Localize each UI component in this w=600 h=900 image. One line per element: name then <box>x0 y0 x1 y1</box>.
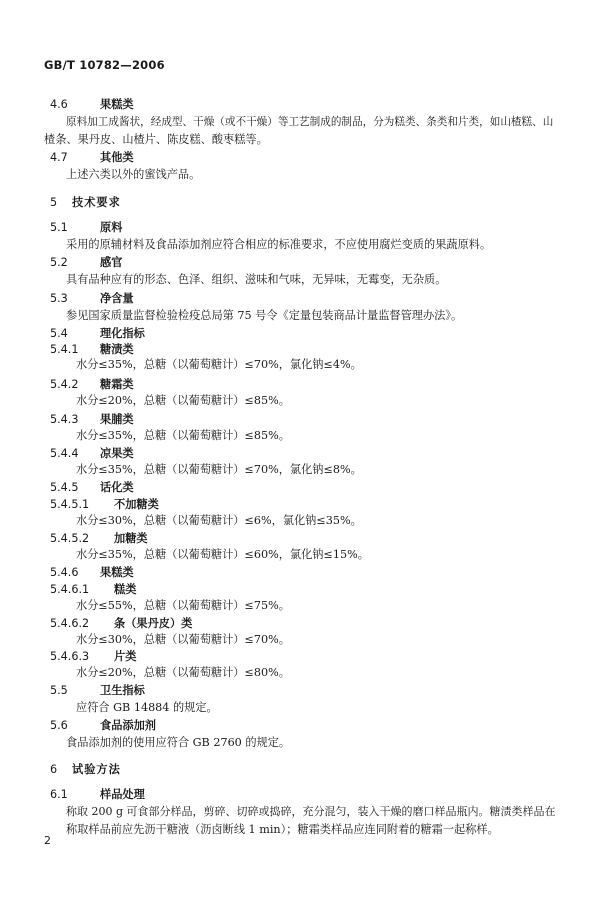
section-number: 5.4.6.1 <box>50 583 90 596</box>
paragraph-line: 楂条、果丹皮、山楂片、陈皮糕、酸枣糕等。 <box>44 133 268 146</box>
section-heading-6-1 <box>50 788 145 802</box>
subsection-heading-5-4-6 <box>50 566 134 580</box>
paragraph-line: 水分≤20%，总糖（以葡萄糖计）≤80%。 <box>76 666 290 679</box>
section-number: 5.6 <box>50 719 68 732</box>
paragraph-line: 应符合 GB 14884 的规定。 <box>76 701 218 714</box>
section-title: 话化类 <box>100 481 134 494</box>
section-title: 糕类 <box>114 583 137 596</box>
subsection-heading-5-4-6-3 <box>50 650 136 664</box>
section-title: 糖渍类 <box>100 343 134 356</box>
paragraph-line: 具有品种应有的形态、色泽、组织、滋味和气味，无异味，无霉变，无杂质。 <box>66 273 447 286</box>
section-title: 果糕类 <box>100 566 134 579</box>
chapter-title: 技术要求 <box>72 196 121 209</box>
section-number: 5.4.6.3 <box>50 650 90 663</box>
section-heading-5-4 <box>50 327 145 341</box>
section-number: 5.4.1 <box>50 343 79 356</box>
section-title: 凉果类 <box>100 447 134 460</box>
section-number: 6.1 <box>50 788 68 801</box>
section-title: 片类 <box>114 650 137 663</box>
section-title: 果糕类 <box>100 98 134 111</box>
page-number: 2 <box>44 834 51 847</box>
section-number: 5.4.6.2 <box>50 617 90 630</box>
section-title: 原料 <box>100 221 123 234</box>
paragraph-line: 原料加工成酱状，经成型、干燥（或不干燥）等工艺制成的制品，分为糕类、条类和片类，如山楂糕、山 <box>66 116 554 128</box>
section-title: 理化指标 <box>100 327 145 340</box>
section-title: 果脯类 <box>100 413 134 426</box>
paragraph-line: 上述六类以外的蜜饯产品。 <box>66 168 201 181</box>
subsection-heading-5-4-6-1 <box>50 583 136 597</box>
paragraph-line: 采用的原辅材料及食品添加剂应符合相应的标准要求，不应使用腐烂变质的果蔬原料。 <box>66 238 492 251</box>
paragraph-line: 称取样品前应先沥干糖液（沥卤断线 1 min）；糖霜类样品应连同附着的糖霜一起称样。 <box>66 823 499 836</box>
section-heading-5-6 <box>50 719 156 733</box>
section-title: 其他类 <box>100 151 134 164</box>
section-heading-5-1 <box>50 221 122 235</box>
chapter-heading-6 <box>50 763 121 777</box>
paragraph-line: 水分≤20%，总糖（以葡萄糖计）≤85%。 <box>76 394 290 407</box>
section-title: 卫生指标 <box>100 684 145 697</box>
section-number: 5.2 <box>50 256 68 269</box>
paragraph-line: 水分≤30%，总糖（以葡萄糖计）≤70%。 <box>76 633 290 646</box>
section-title: 食品添加剂 <box>100 719 156 732</box>
subsection-heading-5-4-5 <box>50 481 134 495</box>
section-title: 净含量 <box>100 292 134 305</box>
chapter-title: 试验方法 <box>72 763 121 776</box>
chapter-number: 6 <box>50 763 58 776</box>
chapter-number: 5 <box>50 196 58 209</box>
subsection-heading-5-4-5-1 <box>50 498 159 512</box>
paragraph-line: 水分≤55%，总糖（以葡萄糖计）≤75%。 <box>76 599 290 612</box>
section-heading-5-3 <box>50 292 134 306</box>
paragraph-line: 称取 200 g 可食部分样品，剪碎、切碎或捣碎，充分混匀，装入干燥的磨口样品瓶内。糖渍类样品在 <box>66 805 556 818</box>
chapter-heading-5 <box>50 196 121 210</box>
section-number: 5.4 <box>50 327 68 340</box>
section-title: 不加糖类 <box>114 498 159 511</box>
subsection-heading-5-4-1 <box>50 343 134 357</box>
subsection-heading-5-4-3 <box>50 413 134 427</box>
paragraph-line: 水分≤35%，总糖（以葡萄糖计）≤60%，氯化钠≤15%。 <box>76 548 369 561</box>
section-title: 加糖类 <box>114 532 148 545</box>
standard-number: GB/T 10782—2006 <box>44 58 165 72</box>
subsection-heading-5-4-5-2 <box>50 532 148 546</box>
section-title: 糖霜类 <box>100 378 134 391</box>
section-number: 4.7 <box>50 151 68 164</box>
section-heading-5-5 <box>50 684 145 698</box>
section-number: 5.4.5 <box>50 481 79 494</box>
section-number: 5.4.3 <box>50 413 79 426</box>
section-number: 5.4.5.1 <box>50 498 90 511</box>
section-heading-5-2 <box>50 256 122 270</box>
section-number: 5.4.6 <box>50 566 79 579</box>
paragraph-line: 水分≤30%，总糖（以葡萄糖计）≤6%，氯化钠≤35%。 <box>76 514 362 527</box>
section-number: 4.6 <box>50 98 68 111</box>
paragraph-line: 食品添加剂的使用应符合 GB 2760 的规定。 <box>66 736 291 749</box>
section-number: 5.4.5.2 <box>50 532 90 545</box>
section-title: 感官 <box>100 256 123 269</box>
paragraph-line: 水分≤35%，总糖（以葡萄糖计）≤70%，氯化钠≤8%。 <box>76 463 362 476</box>
section-heading-4-7 <box>50 151 134 165</box>
subsection-heading-5-4-2 <box>50 378 134 392</box>
section-heading-4-6 <box>50 98 134 112</box>
section-number: 5.1 <box>50 221 68 234</box>
paragraph-line: 水分≤35%，总糖（以葡萄糖计）≤85%。 <box>76 429 290 442</box>
subsection-heading-5-4-6-2 <box>50 617 192 631</box>
subsection-heading-5-4-4 <box>50 447 134 461</box>
section-number: 5.3 <box>50 292 68 305</box>
section-title: 样品处理 <box>100 788 145 801</box>
section-number: 5.4.2 <box>50 378 79 391</box>
section-number: 5.4.4 <box>50 447 79 460</box>
section-number: 5.5 <box>50 684 68 697</box>
paragraph-line: 参见国家质量监督检验检疫总局第 75 号令《定量包装商品计量监督管理办法》。 <box>66 309 463 322</box>
paragraph-line: 水分≤35%，总糖（以葡萄糖计）≤70%，氯化钠≤4%。 <box>76 358 362 371</box>
section-title: 条（果丹皮）类 <box>114 617 193 630</box>
